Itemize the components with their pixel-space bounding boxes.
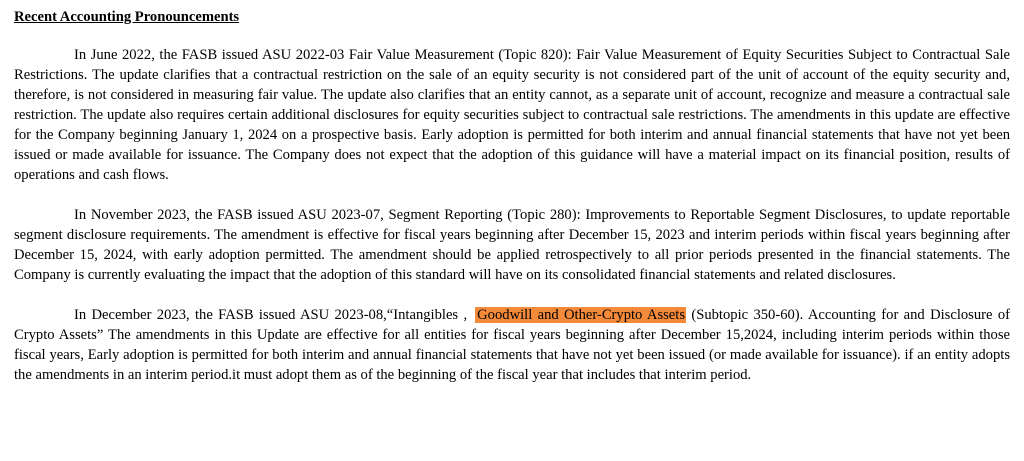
paragraph-asu-2022-03: In June 2022, the FASB issued ASU 2022-03 Fair Value Measurement (Topic 820): Fair Value Measurement of Equity Securities Subject to Contractual Sale Restrictions. The update clarifies that a contractual restriction on the sale of an equity security is not considered part of the unit of account of the equity security and, therefore, is not considered in measuring fair value. The update also clarifies that an entity cannot, as a separate unit of account, recognize and measure a contractual sale restriction. The update also requires certain additional disclosures for equity securities subject to contractual sale restrictions. The amendments in this update are effective for the Company beginning January 1, 2024 on a prospective basis. Early adoption is permitted for both interim and annual financial statements that have not yet been issued or made available for issuance. The Company does not expect that the adoption of this guidance will have a material impact on its financial position, results of operations and cash flows. <box>14 47 1010 183</box>
section-heading: Recent Accounting Pronouncements <box>14 9 240 25</box>
paragraph-text-after-highlight: (Subtopic 350-60). Accounting for and Disclosure of Crypto Assets” The amendments in this Update are effective for all entities for fiscal years beginning after December 15,2024, including interim periods within those fiscal years, Early adoption is permitted for both interim and annual financial statements that have not yet been issued (or made available for issuance). if an entity adopts the amendments in an interim period.it must adopt them as of the beginning of the fiscal year that includes that interim period. <box>14 307 1010 383</box>
paragraph-asu-2023-08 <box>14 305 1010 385</box>
highlighted-text[interactable]: Goodwill and Other-Crypto Assets <box>477 307 686 323</box>
paragraph-text-before-highlight: In December 2023, the FASB issued ASU 2023-08,“Intangibles , <box>74 307 468 323</box>
paragraph-asu-2023-07: In November 2023, the FASB issued ASU 2023-07, Segment Reporting (Topic 280): Improvements to Reportable Segment Disclosures, to update reportable segment disclosure requirements. The amendment is effective for fiscal years beginning after December 15, 2023 and interim periods within fiscal years beginning after December 15, 2024, with early adoption permitted. The amendment should be applied retrospectively to all prior periods presented in the financial statements. The Company is currently evaluating the impact that the adoption of this standard will have on its consolidated financial statements and related disclosures. <box>14 207 1010 283</box>
